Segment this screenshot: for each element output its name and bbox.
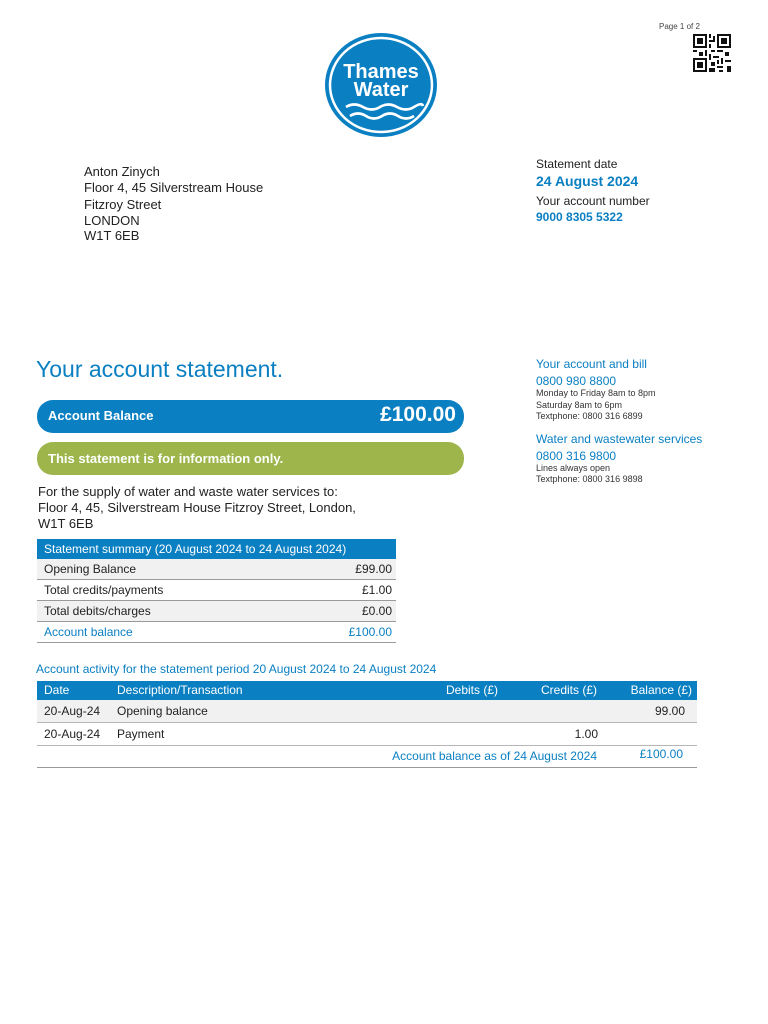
summary-row-total — [37, 622, 396, 643]
column-header-description: Description/Transaction — [117, 683, 243, 697]
contact-detail: Textphone: 0800 316 6899 — [536, 411, 643, 421]
recipient-address — [84, 164, 263, 244]
contact-account-phone[interactable]: 0800 980 8800 — [536, 374, 617, 388]
address-line: LONDON — [84, 212, 140, 228]
table-row — [37, 723, 697, 746]
account-balance-banner — [37, 400, 464, 433]
contact-water-phone[interactable]: 0800 316 9800 — [536, 448, 617, 463]
summary-value: £99.00 — [355, 562, 392, 576]
address-line: Floor 4, 45 Silverstream House — [84, 179, 264, 195]
account-number-label: Your account number — [536, 194, 650, 208]
summary-value: £100.00 — [348, 625, 392, 639]
statement-date-label: Statement date — [536, 157, 618, 171]
account-activity-table — [37, 681, 697, 768]
contact-info — [536, 357, 702, 486]
contact-water-heading: Water and wastewater services — [536, 431, 703, 446]
column-header-credits: Credits (£) — [540, 683, 597, 697]
row-balance: 99.00 — [654, 704, 685, 718]
summary-label: Total debits/charges — [44, 604, 151, 618]
account-number: 9000 8305 5322 — [536, 210, 623, 224]
summary-heading: Statement summary (20 August 2024 to 24 August 2024) — [37, 539, 396, 559]
contact-detail: Textphone: 0800 316 9898 — [536, 474, 643, 484]
logo-text-line2: Water — [353, 79, 409, 101]
summary-label: Total credits/payments — [44, 583, 164, 597]
address-line: W1T 6EB — [84, 228, 140, 243]
contact-detail: Monday to Friday 8am to 8pm — [536, 388, 656, 398]
page-number: Page 1 of 2 — [659, 22, 700, 31]
supply-line: Floor 4, 45, Silverstream House Fitzroy Street, London, — [38, 500, 356, 515]
activity-title: Account activity for the statement period 20 August 2024 to 24 August 2024 — [36, 662, 437, 676]
summary-label: Account balance — [44, 625, 133, 639]
row-description: Opening balance — [117, 704, 208, 718]
thames-water-logo — [324, 32, 438, 138]
table-row — [37, 700, 697, 723]
account-balance-amount: £100.00 — [380, 403, 456, 426]
row-date: 20-Aug-24 — [44, 704, 101, 718]
qr-code-icon[interactable] — [693, 34, 731, 72]
statement-summary-table — [37, 539, 396, 643]
row-credit: 1.00 — [574, 727, 598, 741]
row-date: 20-Aug-24 — [44, 727, 101, 741]
column-header-balance: Balance (£) — [630, 683, 692, 697]
logo-text-line1: Thames — [343, 61, 419, 83]
account-balance-label: Account Balance — [48, 408, 154, 423]
row-description: Payment — [117, 727, 165, 741]
statement-date: 24 August 2024 — [536, 173, 639, 189]
supply-line: W1T 6EB — [38, 516, 94, 531]
activity-total-label: Account balance as of 24 August 2024 — [392, 749, 597, 763]
summary-value: £0.00 — [361, 604, 392, 618]
activity-total-value: £100.00 — [639, 747, 683, 761]
activity-total-row — [37, 746, 697, 768]
recipient-name: Anton Zinych — [84, 164, 160, 179]
summary-label: Opening Balance — [44, 562, 137, 576]
contact-account-heading: Your account and bill — [536, 357, 647, 371]
column-header-debits: Debits (£) — [445, 683, 498, 697]
statement-details — [536, 157, 650, 224]
page-title: Your account statement. — [36, 356, 284, 382]
summary-value: £1.00 — [361, 583, 392, 597]
summary-row — [37, 580, 396, 601]
supply-address — [38, 484, 356, 532]
supply-line: For the supply of water and waste water services to: — [38, 484, 338, 499]
contact-detail: Lines always open — [536, 462, 611, 473]
activity-header-row — [37, 681, 697, 700]
info-banner — [37, 442, 464, 475]
info-banner-text: This statement is for information only. — [48, 451, 284, 466]
column-header-date: Date — [44, 683, 70, 697]
summary-row — [37, 601, 396, 622]
contact-detail: Saturday 8am to 6pm — [536, 399, 623, 410]
address-line: Fitzroy Street — [84, 197, 162, 212]
summary-row — [37, 559, 396, 580]
